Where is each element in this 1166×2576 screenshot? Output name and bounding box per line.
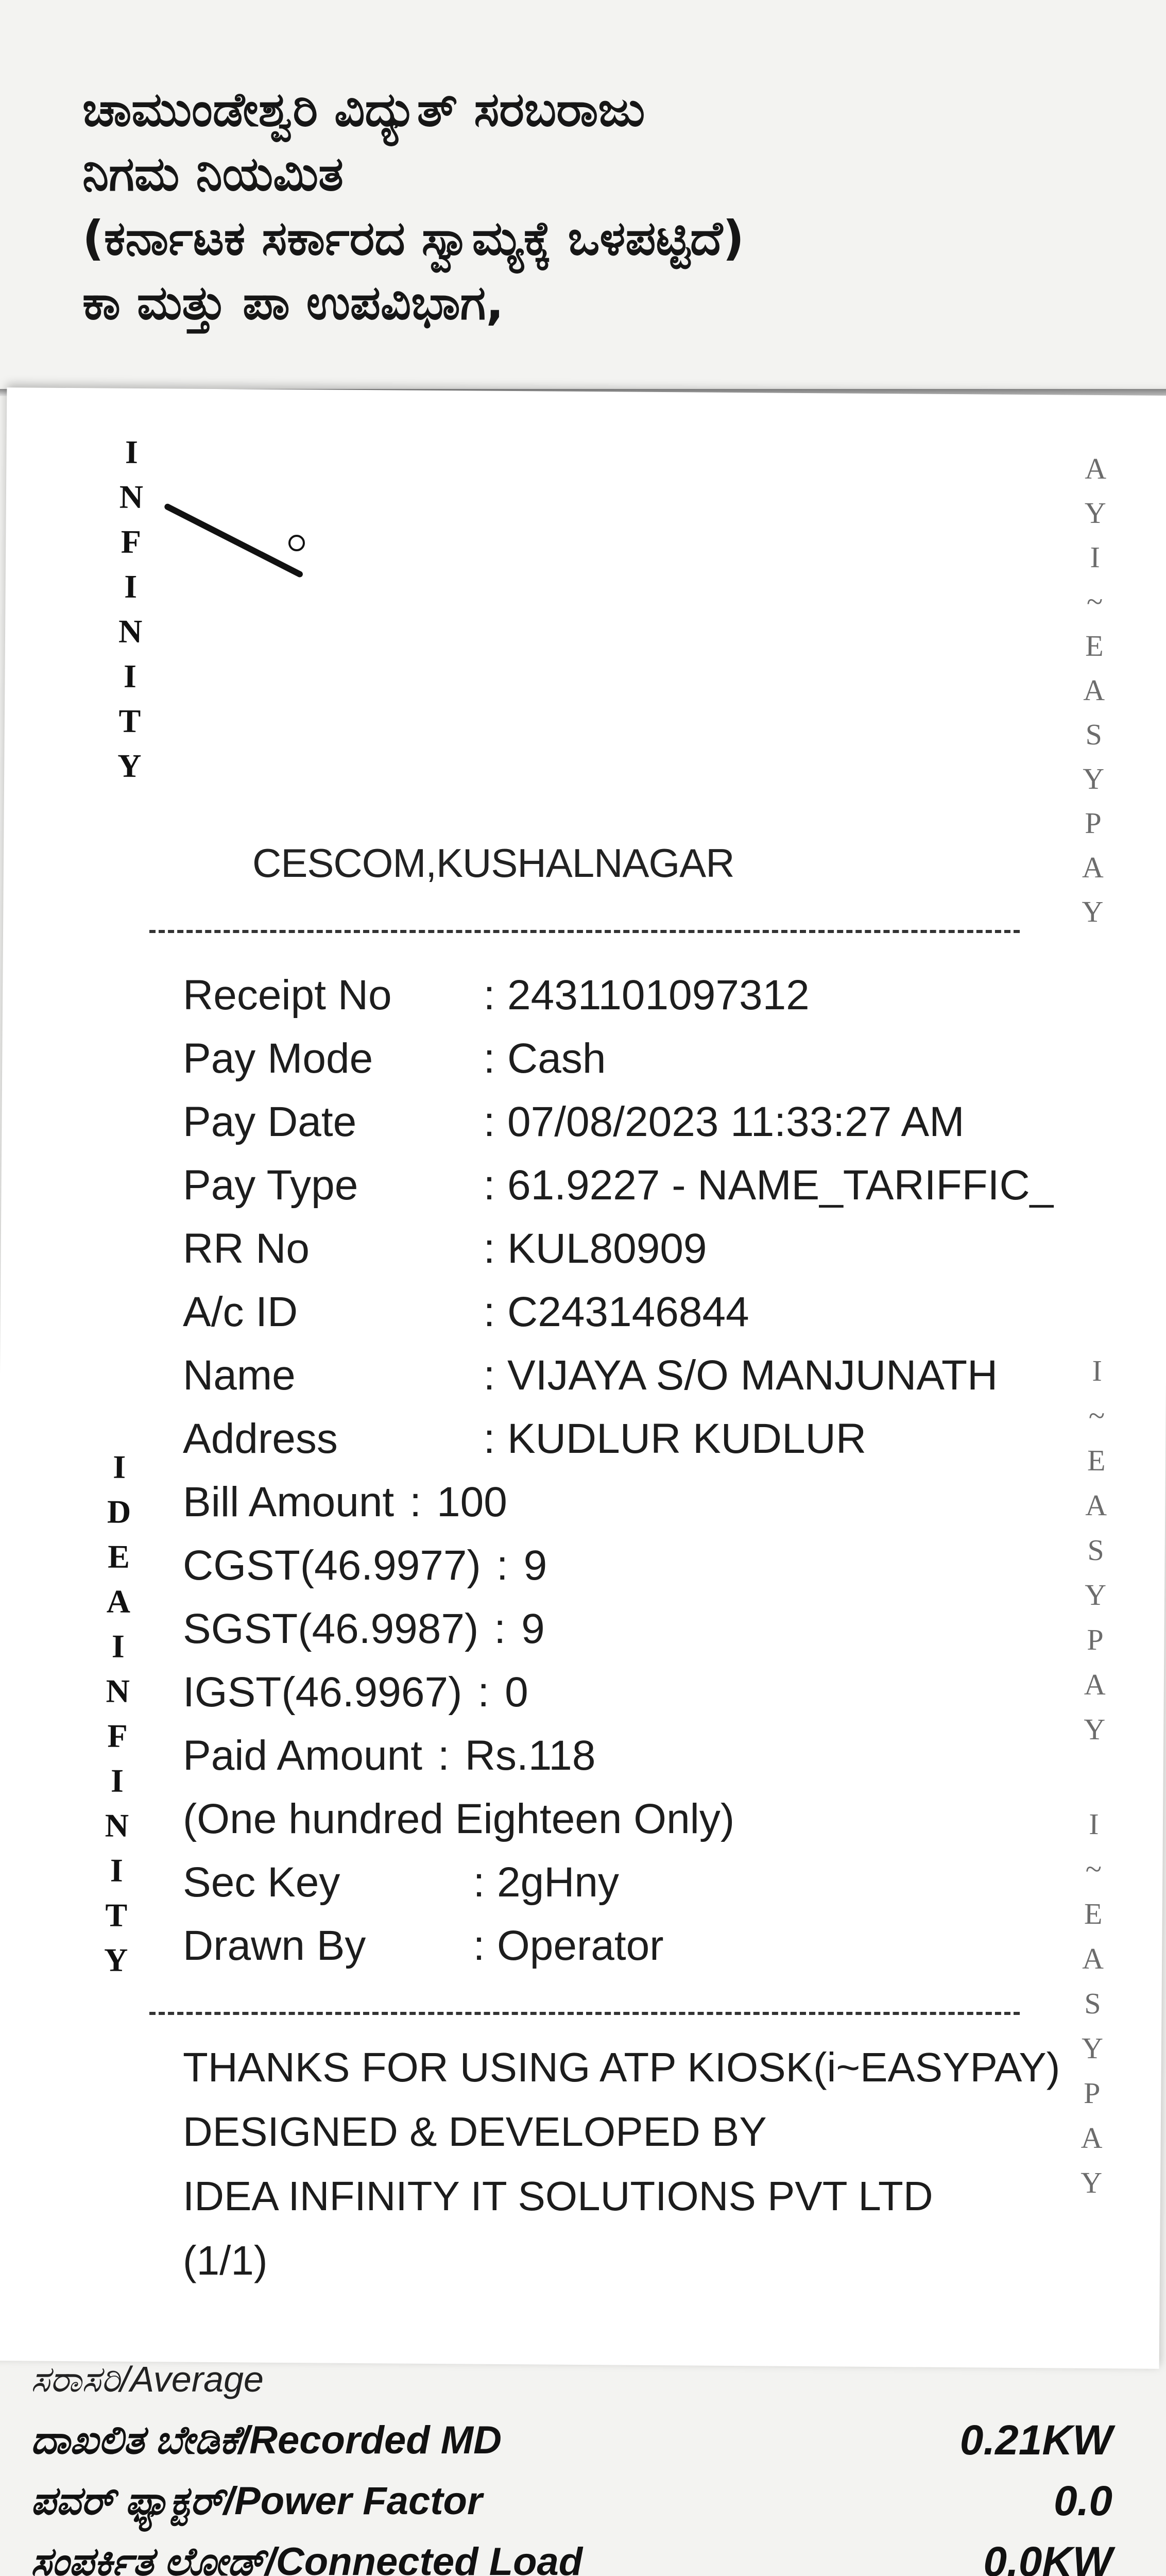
footer-company: IDEA INFINITY IT SOLUTIONS PVT LTD bbox=[183, 2173, 933, 2219]
bill-row-average bbox=[31, 2349, 1112, 2410]
field-separator: : bbox=[473, 1922, 485, 1969]
bill-row-label: ದಾಖಲಿತ ಬೇಡಿಕೆ/Recorded MD bbox=[31, 2418, 502, 2462]
office-name: CESCOM,KUSHALNAGAR bbox=[252, 840, 734, 886]
bill-row-power-factor bbox=[31, 2471, 1112, 2532]
field-label: Drawn By bbox=[183, 1922, 366, 1969]
field-name bbox=[183, 1344, 1089, 1407]
field-label: Receipt No bbox=[183, 971, 392, 1019]
bill-row-value: 0.21KW bbox=[959, 2417, 1112, 2464]
side-text-easypay-low: I ~ E A S Y P A Y bbox=[1080, 1807, 1104, 2200]
amount-value: 9 bbox=[523, 1541, 547, 1589]
amount-separator: : bbox=[409, 1478, 421, 1526]
amount-label: CGST(46.9977) bbox=[183, 1541, 481, 1589]
bill-row-recorded-md bbox=[31, 2410, 1112, 2471]
bill-row-label: ಪವರ್ ಫ್ಯಾಕ್ಟರ್/Power Factor bbox=[31, 2479, 483, 2523]
field-value: C243146844 bbox=[507, 1288, 749, 1335]
subdivision-line: ಕಾ ಮತ್ತು ಪಾ ಉಪವಿಭಾಗ, bbox=[82, 275, 504, 330]
side-text-idea-infinity: I D E A I N F I N I T Y bbox=[104, 1448, 131, 1978]
amount-label: Paid Amount bbox=[183, 1732, 422, 1779]
field-paid-amount bbox=[183, 1724, 1089, 1787]
field-address bbox=[183, 1407, 1089, 1470]
field-account-id bbox=[183, 1280, 1089, 1344]
bill-row-value: 0.0 bbox=[1054, 2478, 1112, 2524]
field-separator: : bbox=[483, 971, 495, 1019]
amount-separator: : bbox=[496, 1541, 508, 1589]
footer-thanks: THANKS FOR USING ATP KIOSK(i~EASYPAY) bbox=[183, 2044, 1060, 2090]
field-separator: : bbox=[473, 1858, 485, 1906]
amount-value: 0 bbox=[505, 1668, 528, 1716]
field-value: Cash bbox=[507, 1035, 606, 1082]
field-separator: : bbox=[483, 1288, 495, 1335]
amount-value: 9 bbox=[521, 1605, 545, 1652]
field-value: 07/08/2023 11:33:27 AM bbox=[507, 1098, 965, 1145]
field-igst bbox=[183, 1660, 1089, 1724]
divider-top bbox=[149, 930, 1020, 933]
amount-label: SGST(46.9987) bbox=[183, 1605, 479, 1652]
field-value: VIJAYA S/O MANJUNATH bbox=[507, 1351, 998, 1399]
side-text-easypay-top: A Y I ~ E A S Y P A Y bbox=[1082, 451, 1107, 929]
field-label: Name bbox=[183, 1351, 296, 1399]
field-separator: : bbox=[483, 1225, 495, 1272]
company-ownership-line: (ಕರ್ನಾಟಕ ಸರ್ಕಾರದ ಸ್ವಾಮ್ಯಕ್ಕೆ ಒಳಪಟ್ಟಿದೆ) bbox=[82, 211, 745, 266]
field-separator: : bbox=[483, 1035, 495, 1082]
receipt-footer bbox=[183, 2035, 1110, 2293]
field-sgst bbox=[183, 1597, 1089, 1660]
bill-row-value: 0.0KW bbox=[983, 2538, 1112, 2576]
field-separator: : bbox=[483, 1161, 495, 1209]
field-label: Pay Date bbox=[183, 1098, 357, 1145]
amount-label: Bill Amount bbox=[183, 1478, 395, 1526]
field-receipt-no bbox=[183, 963, 1089, 1027]
field-drawn-by bbox=[183, 1914, 1089, 1977]
amount-in-words: (One hundred Eighteen Only) bbox=[183, 1795, 735, 1842]
field-label: Pay Type bbox=[183, 1161, 358, 1209]
footer-page-count: (1/1) bbox=[183, 2238, 268, 2283]
side-text-infinity: I N F I N I T Y bbox=[117, 433, 144, 784]
company-name-line1: ಚಾಮುಂಡೇಶ್ವರಿ ವಿದ್ಯುತ್ ಸರಬರಾಜು bbox=[82, 82, 645, 137]
field-pay-type bbox=[183, 1154, 1089, 1217]
bill-header bbox=[82, 77, 1061, 335]
field-label: RR No bbox=[183, 1225, 310, 1272]
receipt-fields bbox=[183, 963, 1089, 1977]
logo-dot-mark bbox=[288, 535, 305, 551]
amount-label: IGST(46.9967) bbox=[183, 1668, 462, 1716]
field-rr-no bbox=[183, 1217, 1089, 1280]
bill-meter-section bbox=[31, 2349, 1112, 2576]
field-label: A/c ID bbox=[183, 1288, 298, 1335]
field-value: 2gHny bbox=[497, 1858, 620, 1906]
field-value: KUDLUR KUDLUR bbox=[507, 1415, 867, 1462]
field-separator: : bbox=[483, 1098, 495, 1145]
field-separator: : bbox=[483, 1415, 495, 1462]
field-value: Operator bbox=[497, 1922, 664, 1969]
amount-separator: : bbox=[477, 1668, 490, 1716]
bill-row-connected-load bbox=[31, 2532, 1112, 2576]
field-pay-mode bbox=[183, 1027, 1089, 1090]
field-pay-date bbox=[183, 1090, 1089, 1154]
field-sec-key bbox=[183, 1851, 1089, 1914]
field-label: Address bbox=[183, 1415, 338, 1462]
amount-value: 100 bbox=[437, 1478, 507, 1526]
field-value: 61.9227 - NAME_TARIFFIC_ bbox=[507, 1161, 1054, 1209]
bill-row-label: ಸಂಪರ್ಕಿತ ಲೋಡ್/Connected Load bbox=[31, 2539, 583, 2576]
company-name-line2: ನಿಗಮ ನಿಯಮಿತ bbox=[82, 146, 344, 201]
field-label: Sec Key bbox=[183, 1858, 340, 1906]
field-label: Pay Mode bbox=[183, 1035, 373, 1082]
bill-row-label: ಸರಾಸರಿ/Average bbox=[31, 2359, 264, 2399]
field-cgst bbox=[183, 1534, 1089, 1597]
field-value: KUL80909 bbox=[507, 1225, 707, 1272]
divider-bottom bbox=[149, 2012, 1020, 2015]
side-text-easypay-mid: I ~ E A S Y P A Y bbox=[1084, 1353, 1107, 1747]
amount-separator: : bbox=[494, 1605, 506, 1652]
field-value: 2431101097312 bbox=[507, 971, 810, 1019]
footer-designed-by: DESIGNED & DEVELOPED BY bbox=[183, 2109, 767, 2155]
amount-value: Rs.118 bbox=[465, 1732, 596, 1779]
amount-separator: : bbox=[437, 1732, 450, 1779]
field-separator: : bbox=[483, 1351, 495, 1399]
field-bill-amount bbox=[183, 1470, 1089, 1534]
